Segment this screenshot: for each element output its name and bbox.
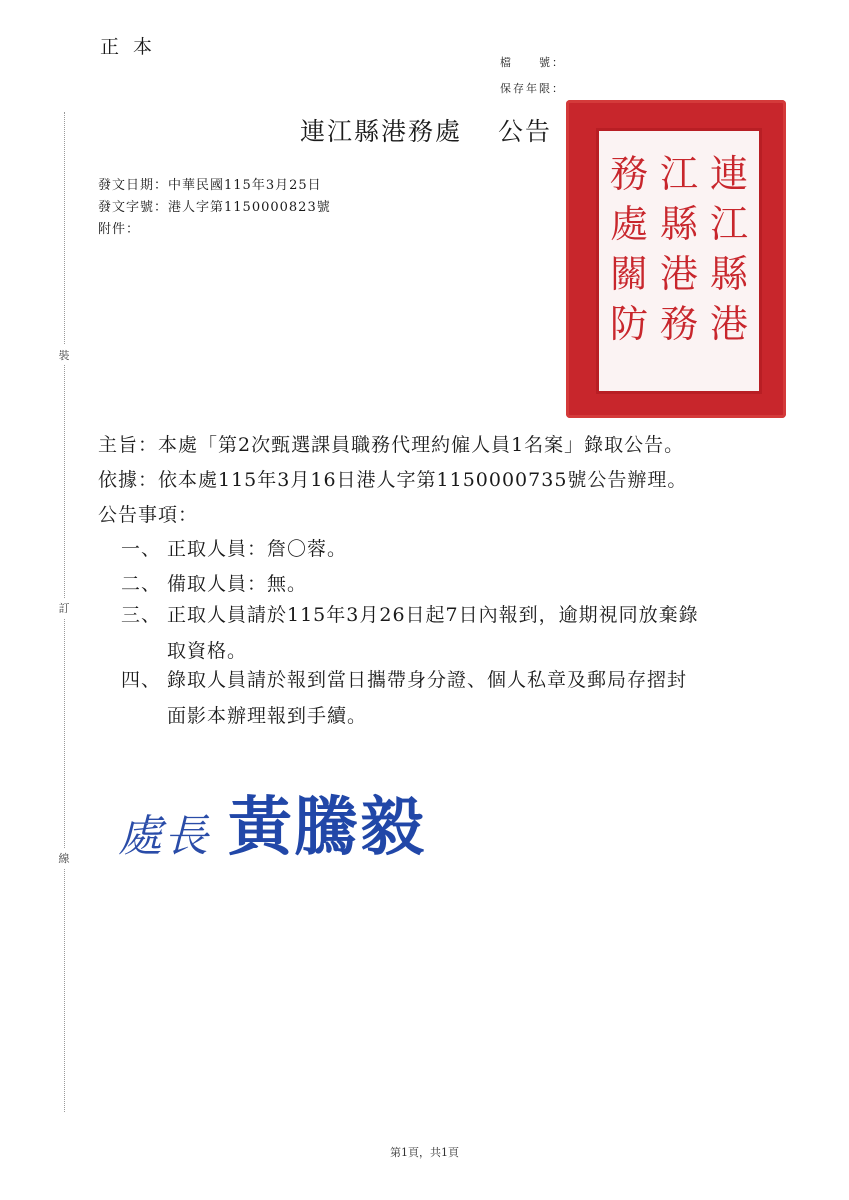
announcement-item	[121, 597, 781, 669]
copy-label: 正本	[100, 36, 167, 58]
issue-date: 發文日期：中華民國115年3月25日	[98, 178, 322, 193]
item-text: 正取人員：詹〇蓉。	[167, 538, 348, 560]
item-text: 錄取人員請於報到當日攜帶身分證、個人私章及郵局存摺封	[167, 669, 688, 691]
item-number: 三、	[121, 604, 162, 626]
agency-name: 連江縣港務處	[300, 117, 463, 146]
item-text: 備取人員：無。	[167, 573, 308, 595]
announcement-item	[121, 662, 781, 734]
binding-mark-zhuang: 裝	[57, 345, 71, 365]
item-number: 四、	[121, 669, 162, 691]
item-text-continued: 取資格。	[167, 640, 248, 662]
item-text: 正取人員請於115年3月26日起7日內報到，逾期視同放棄錄	[167, 604, 699, 626]
director-name-stamp: 黃騰毅	[228, 790, 426, 865]
director-title-stamp: 處長	[118, 811, 210, 862]
retention-period-label: 保存年限：	[500, 82, 565, 95]
item-number: 一、	[121, 538, 162, 560]
document-title	[300, 112, 552, 148]
issue-reference-number: 發文字號：港人字第1150000823號	[98, 200, 331, 215]
official-seal-stamp	[566, 100, 786, 418]
file-number-label: 檔 號：	[500, 56, 565, 69]
announcement-item	[121, 531, 781, 567]
subject-line: 主旨：本處「第2次甄選課員職務代理約僱人員1名案」錄取公告。	[98, 434, 685, 456]
item-number: 二、	[121, 573, 162, 595]
seal-column: 務 處 關 防	[609, 152, 648, 346]
announcement-items-title: 公告事項：	[98, 504, 199, 526]
binding-mark-ding: 訂	[57, 598, 71, 618]
seal-inner-frame	[596, 128, 762, 394]
item-text-continued: 面影本辦理報到手續。	[167, 705, 368, 727]
seal-column: 連 江 縣 港	[709, 152, 748, 346]
binding-mark-xian: 線	[57, 848, 71, 868]
document-type: 公告	[498, 117, 553, 146]
basis-line: 依據：依本處115年3月16日港人字第1150000735號公告辦理。	[98, 469, 688, 491]
seal-column: 江 縣 港 務	[659, 152, 698, 346]
page-number: 第1頁，共1頁	[390, 1146, 459, 1159]
attachment-label: 附件：	[98, 222, 141, 237]
